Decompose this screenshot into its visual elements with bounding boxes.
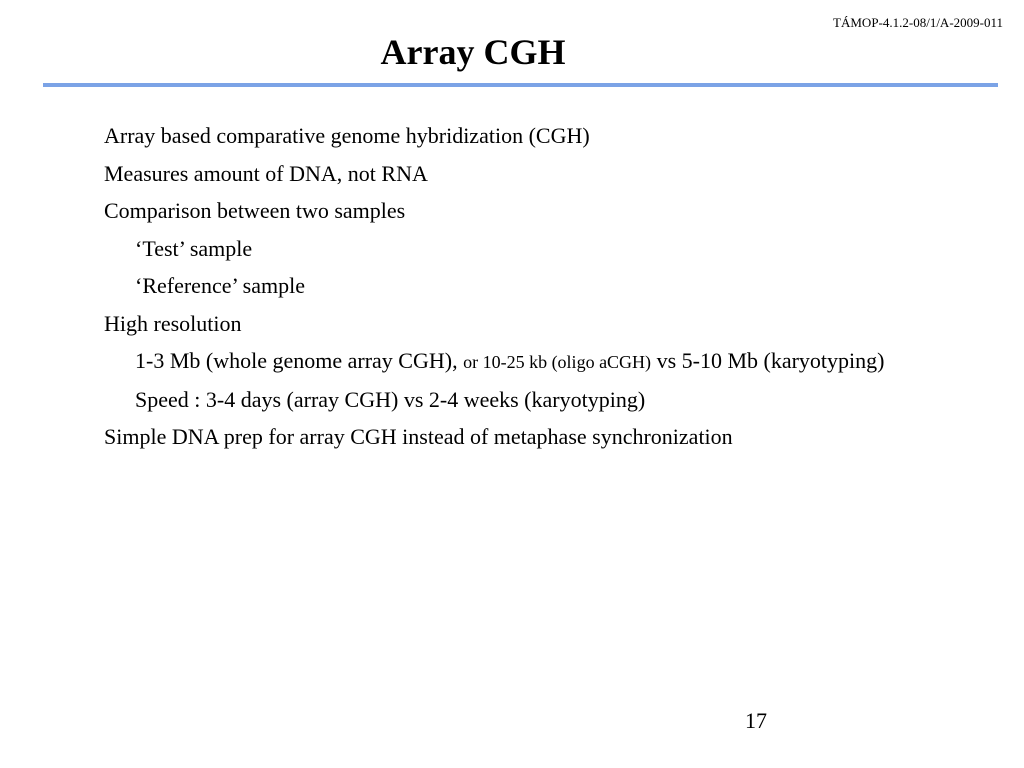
sub-bullet-item: [104, 348, 944, 375]
bullet-item: High resolution: [104, 310, 242, 336]
slide-title: Array CGH: [380, 32, 566, 72]
title-underline: [43, 83, 998, 87]
resolution-text: 1-3 Mb (whole genome array CGH),: [135, 348, 458, 373]
bullet-item: Comparison between two samples: [104, 198, 406, 223]
bullet-item: Measures amount of DNA, not RNA: [104, 160, 428, 186]
sub-bullet-item: Speed : 3-4 days (array CGH) vs 2-4 weeks (karyotyping): [135, 386, 646, 412]
page-number: 17: [745, 708, 767, 733]
sub-bullet-item: ‘Reference’ sample: [135, 273, 305, 298]
sub-bullet-item: ‘Test’ sample: [135, 235, 253, 261]
bullet-list: [104, 123, 944, 462]
resolution-karyotyping-text: vs 5-10 Mb (karyotyping): [656, 348, 885, 373]
bullet-item: Array based comparative genome hybridization (CGH): [104, 123, 590, 148]
resolution-oligo-text: or 10-25 kb (oligo aCGH): [463, 352, 652, 372]
project-code: TÁMOP-4.1.2-08/1/A-2009-011: [833, 15, 1003, 30]
bullet-item: Simple DNA prep for array CGH instead of metaphase synchronization: [104, 424, 733, 449]
